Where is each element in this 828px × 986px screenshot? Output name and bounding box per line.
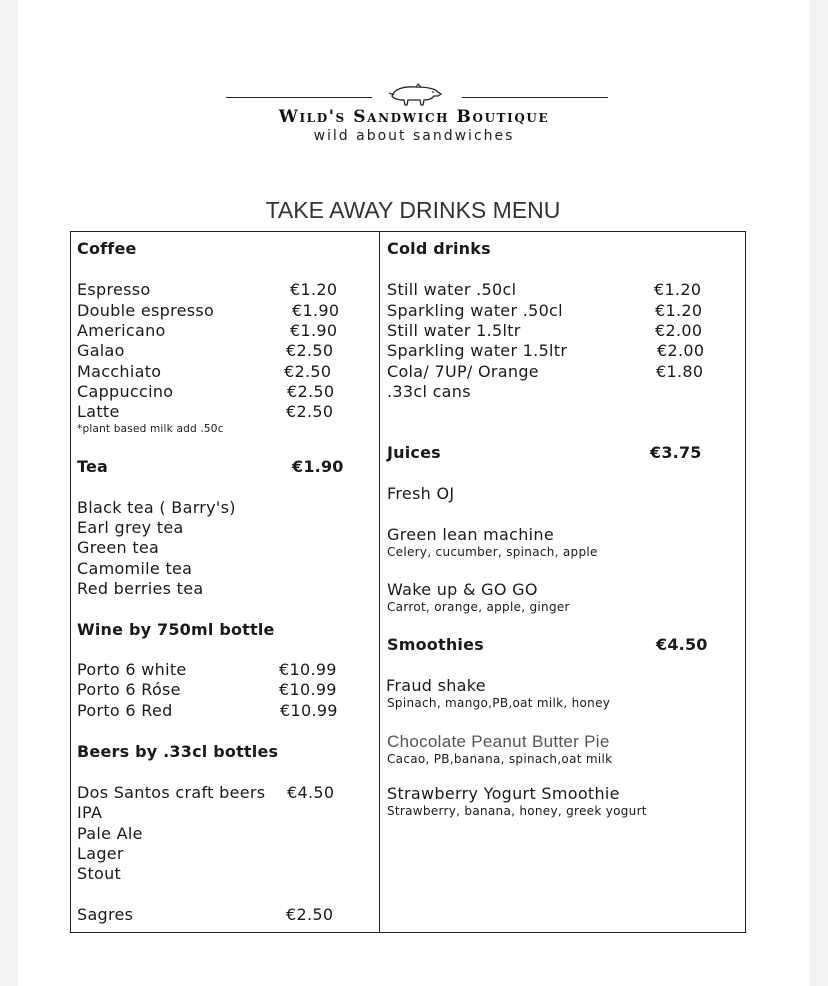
menu-item-name: Green tea [77,538,160,557]
menu-item-price: €10.99 [280,701,338,720]
menu-item-description: Spinach, mango,PB,oat milk, honey [387,696,611,710]
menu-item-name: Macchiato [77,362,162,381]
menu-item-name: Espresso [77,280,151,299]
column-divider [379,231,380,933]
menu-item-name: Wake up & GO GO [387,580,538,599]
menu-item-price: €1.90 [292,301,340,320]
menu-item-price: €2.50 [286,341,334,360]
menu-title: TAKE AWAY DRINKS MENU [265,197,561,223]
beer-type: IPA [77,803,103,822]
menu-item-name: Chocolate Peanut Butter Pie [387,732,610,751]
brand-name: Wild's Sandwich Boutique [278,107,550,127]
plant-milk-note: *plant based milk add .50c [77,423,224,435]
beer-type: Stout [77,864,122,883]
menu-item-name: Strawberry Yogurt Smoothie [387,784,620,803]
menu-item-name: Cappuccino [77,382,174,401]
menu-item-description: Strawberry, banana, honey, greek yogurt [387,804,647,818]
section-heading-juices: Juices [387,443,441,462]
menu-item-name: Americano [77,321,166,340]
menu-item-price: €2.50 [284,362,332,381]
menu-item-name: Double espresso [77,301,215,320]
menu-item-price: €1.20 [655,301,703,320]
menu-item-name: Porto 6 white [77,660,187,679]
section-price-smoothies: €4.50 [656,635,708,654]
logo-rule-left [226,97,372,98]
menu-item-name: Sparkling water .50cl [387,301,563,320]
menu-item-description: Carrot, orange, apple, ginger [387,600,570,614]
menu-item-name: Red berries tea [77,579,204,598]
menu-item-name: Porto 6 Róse [77,680,181,699]
menu-item-price: €10.99 [279,660,337,679]
menu-item-description: Celery, cucumber, spinach, apple [387,545,598,559]
logo-rule-right [462,97,608,98]
menu-item-price: €1.80 [656,362,704,381]
menu-item-name: Still water .50cl [387,280,517,299]
menu-item-price: €1.20 [654,280,702,299]
menu-item-price: €2.50 [287,382,335,401]
section-price-tea: €1.90 [292,457,344,476]
section-price-juices: €3.75 [650,443,702,462]
menu-item-price: €2.00 [657,341,705,360]
menu-item-name: Dos Santos craft beers [77,783,266,802]
boar-icon [386,82,444,108]
menu-item-name: Galao [77,341,125,360]
section-heading-cold-drinks: Cold drinks [387,239,491,258]
menu-item-price: €1.20 [290,280,338,299]
section-heading-beers: Beers by .33cl bottles [77,742,279,761]
section-heading-tea: Tea [77,457,109,476]
menu-item-name: Fraud shake [386,676,486,695]
menu-item-price: €4.50 [287,783,335,802]
menu-item-price: €10.99 [279,680,337,699]
menu-item-name: Black tea ( Barry's) [77,498,236,517]
section-heading-wine: Wine by 750ml bottle [77,620,275,639]
menu-item-name: Earl grey tea [77,518,184,537]
menu-item-price: €1.90 [290,321,338,340]
section-heading-coffee: Coffee [77,239,137,258]
menu-item-name: Fresh OJ [387,484,455,503]
section-heading-smoothies: Smoothies [387,635,484,654]
beer-type: Pale Ale [77,824,143,843]
menu-item-name: Camomile tea [77,559,193,578]
menu-item-name: Sparkling water 1.5ltr [387,341,568,360]
brand-tagline: wild about sandwiches [313,128,515,144]
menu-item-name: Sagres [77,905,134,924]
menu-item-price: €2.50 [286,905,334,924]
menu-item-name: Porto 6 Red [77,701,173,720]
beer-type: Lager [77,844,124,863]
menu-item-name: Latte [77,402,120,421]
menu-item-description: Cacao, PB,banana, spinach,oat milk [387,752,613,766]
menu-item-price: €2.50 [286,402,334,421]
menu-item-name: Still water 1.5ltr [387,321,521,340]
cans-note: .33cl cans [387,382,471,401]
menu-item-name: Cola/ 7UP/ Orange [387,362,539,381]
menu-item-name: Green lean machine [387,525,555,544]
menu-item-price: €2.00 [655,321,703,340]
